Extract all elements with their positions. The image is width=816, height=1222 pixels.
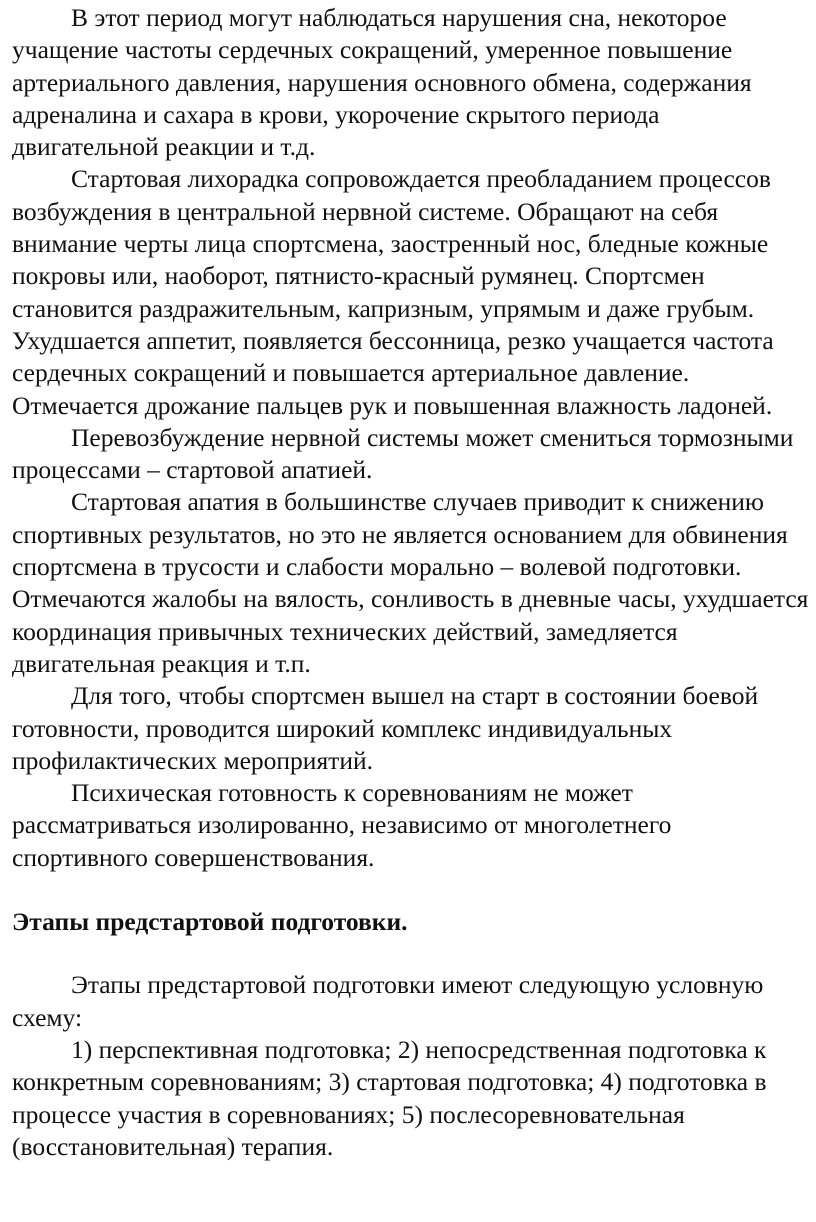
paragraph-start-apathy: Стартовая апатия в большинстве случаев приводит к снижению спортивных результатов, но это не является основанием для обвинения спортсмена в трусости и слабости морально – волевой подготовки. Отмечаются жалобы на вялость, сонливость в дневные часы, ухудшается координация привычных технических действий, замедляется двигательная реакция и т.п.	[12, 487, 809, 678]
document-page	[12, 2, 812, 1163]
paragraph-psychological-readiness: Психическая готовность к соревнованиям не может рассматриваться изолированно, независимо от многолетнего спортивного совершенствования.	[12, 778, 672, 872]
paragraph-readiness: Для того, чтобы спортсмен вышел на старт в состоянии боевой готовности, проводится широкий комплекс индивидуальных профилактических мероприятий.	[12, 681, 759, 775]
stages-list: 1) перспективная подготовка; 2) непосредственная подготовка к конкретным соревнованиям; 3) стартовая подготовка; 4) подготовка в процессе участия в соревнованиях; 5) послесоревновательная (восстановительная) терапия.	[12, 1034, 767, 1161]
paragraph-scheme-intro: Этапы предстартовой подготовки имеют следующую условную схему:	[12, 970, 764, 1032]
paragraph-overexcitation: Перевозбуждение нервной системы может смениться тормозными процессами – стартовой апатией.	[12, 422, 794, 485]
paragraph-start-fever: Стартовая лихорадка сопровождается преобладанием процессов возбуждения в центральной нервной системе. Обращают на себя внимание черты лица спортсмена, заостренный нос, бледные кожные покровы или, наоборот, пятнисто-красный румянец. Спортсмен становится раздражительным, капризным, упрямым и даже грубым. Ухудшается аппетит, появляется бессонница, резко учащается частота сердечных сокращений и повышается артериальное давление. Отмечается дрожание пальцев рук и повышенная влажность ладоней.	[12, 164, 774, 420]
section-heading: Этапы предстартовой подготовки.	[12, 907, 408, 937]
paragraph-sleep-disorders: В этот период могут наблюдаться нарушения сна, некоторое учащение частоты сердечных сокращений, умеренное повышение артериального давления, нарушения основного обмена, содержания адреналина и сахара в крови, укорочение скрытого периода двигательной реакции и т.д.	[12, 3, 752, 162]
